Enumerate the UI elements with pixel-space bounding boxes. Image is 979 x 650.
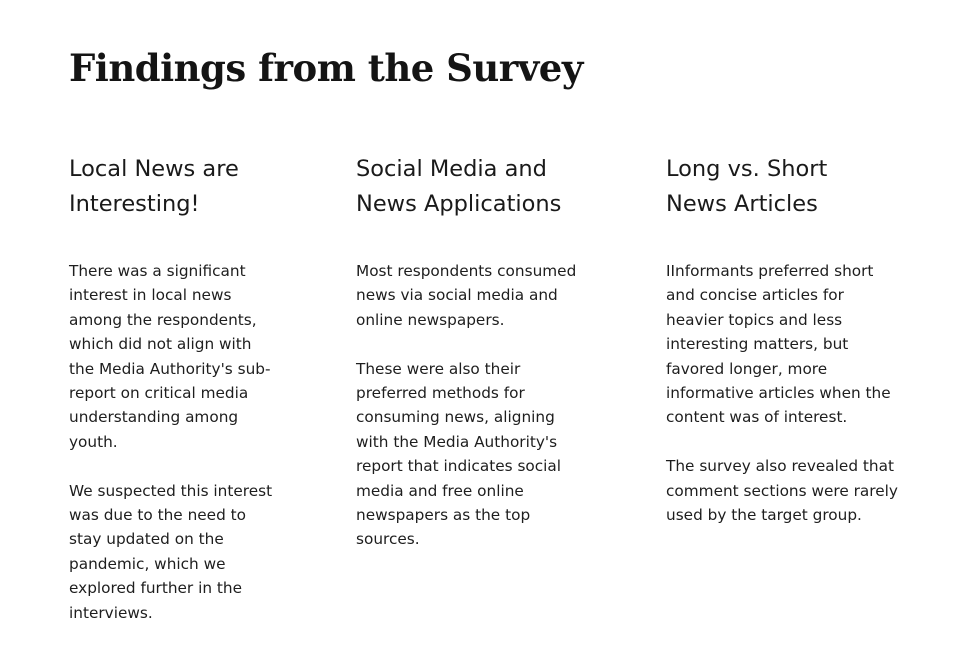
column-body xyxy=(69,259,301,625)
body-line: which did not align with xyxy=(69,335,252,354)
findings-column-article-length xyxy=(666,152,928,527)
body-line: The survey also revealed that xyxy=(666,457,894,476)
body-line: interesting matters, but xyxy=(666,335,849,354)
body-line: Most respondents consumed xyxy=(356,262,577,280)
column-body xyxy=(356,259,618,552)
body-line: There was a significant xyxy=(69,262,246,280)
body-paragraph xyxy=(666,454,928,527)
body-line: report that indicates social xyxy=(356,457,562,476)
body-line: stay updated on the xyxy=(69,530,224,549)
body-line: among the respondents, xyxy=(69,310,257,329)
body-line: These were also their xyxy=(356,359,521,378)
body-paragraph xyxy=(356,357,618,552)
column-heading xyxy=(666,152,928,221)
body-line: the Media Authority's sub- xyxy=(69,359,271,378)
column-heading-line: Interesting! xyxy=(69,190,200,217)
page-title: Findings from the Survey xyxy=(69,46,583,90)
column-heading-line: Local News are xyxy=(69,156,239,182)
body-line: favored longer, more xyxy=(666,359,828,378)
body-paragraph xyxy=(356,259,618,332)
body-line: IInformants preferred short xyxy=(666,262,874,280)
body-line: preferred methods for xyxy=(356,384,525,403)
body-line: comment sections were rarely xyxy=(666,481,898,500)
column-heading-line: News Applications xyxy=(356,190,562,217)
body-line: pandemic, which we xyxy=(69,554,226,573)
body-line: and concise articles for xyxy=(666,286,844,305)
body-paragraph xyxy=(69,259,301,454)
body-line: news via social media and xyxy=(356,286,558,305)
body-line: with the Media Authority's xyxy=(356,432,558,451)
body-line: sources. xyxy=(356,530,420,549)
column-heading-line: News Articles xyxy=(666,190,818,217)
body-line: was due to the need to xyxy=(69,506,247,525)
body-line: media and free online xyxy=(356,481,524,500)
body-line: newspapers as the top xyxy=(356,506,531,525)
column-heading xyxy=(356,152,618,221)
body-line: online newspapers. xyxy=(356,310,505,329)
body-line: content was of interest. xyxy=(666,408,848,427)
body-line: interest in local news xyxy=(69,286,232,305)
findings-column-local-news xyxy=(69,152,301,625)
body-line: interviews. xyxy=(69,603,153,622)
body-line: understanding among xyxy=(69,408,239,427)
column-heading-line: Social Media and xyxy=(356,156,547,182)
column-body xyxy=(666,259,928,527)
body-line: used by the target group. xyxy=(666,506,862,525)
body-line: consuming news, aligning xyxy=(356,408,555,427)
findings-column-social-media xyxy=(356,152,618,552)
body-paragraph xyxy=(69,479,301,625)
body-line: heavier topics and less xyxy=(666,310,843,329)
column-heading xyxy=(69,152,301,221)
body-line: informative articles when the xyxy=(666,384,891,403)
body-line: youth. xyxy=(69,432,118,451)
body-paragraph xyxy=(666,259,928,430)
body-line: report on critical media xyxy=(69,384,249,403)
body-line: explored further in the xyxy=(69,579,242,598)
column-heading-line: Long vs. Short xyxy=(666,156,828,182)
body-line: We suspected this interest xyxy=(69,481,273,500)
